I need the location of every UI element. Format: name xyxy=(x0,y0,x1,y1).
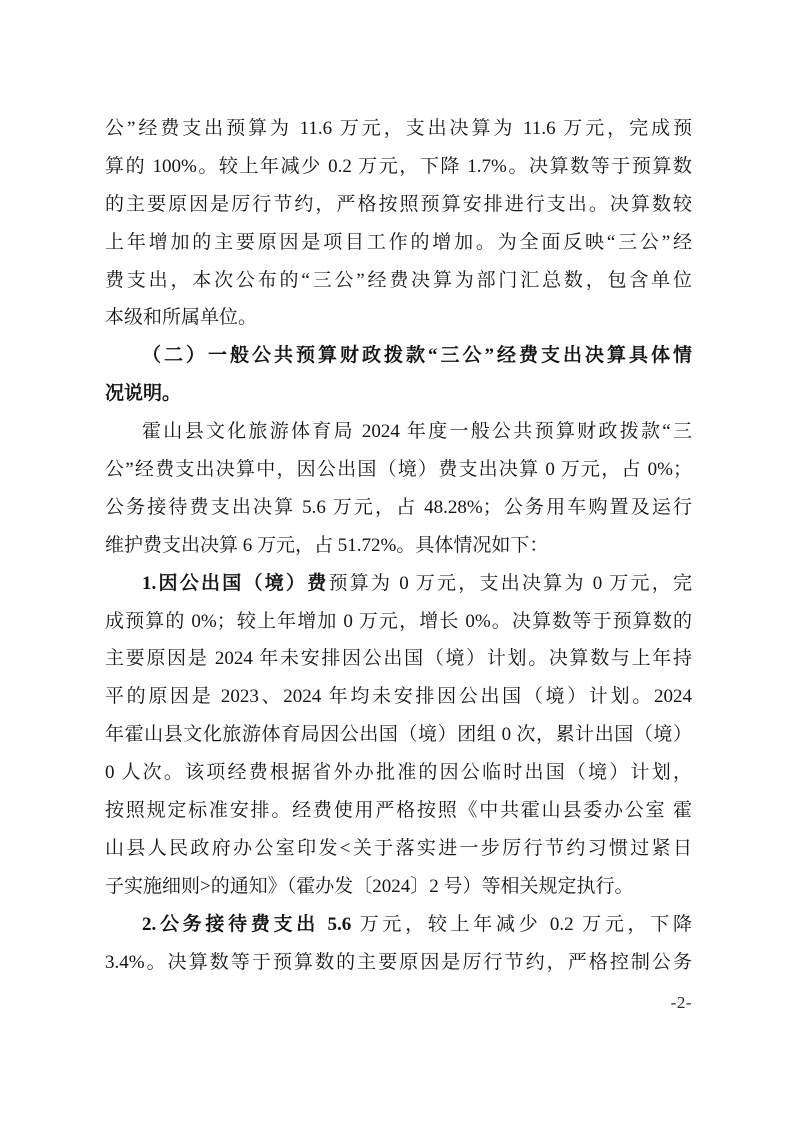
text-run: 3.4%。决算数等于预算数的主要原因是厉行节约，严格控制公务 xyxy=(105,951,692,973)
text-run: 上年增加的主要原因是项目工作的增加。为全面反映“三公”经 xyxy=(105,231,692,253)
text-run: 成预算的 0%；较上年增加 0 万元，增长 0%。决算数等于预算数的 xyxy=(105,610,692,632)
text-run: 万元，较上年减少 0.2 万元，下降 xyxy=(351,913,692,935)
text-run: 0 人次。该项经费根据省外办批准的因公临时出国（境）计划， xyxy=(105,762,692,784)
text-line xyxy=(105,792,692,830)
text-run: 年霍山县文化旅游体育局因公出国（境）团组 0 次，累计出国（境） xyxy=(105,724,692,746)
text-line xyxy=(105,906,692,944)
text-line xyxy=(105,716,692,754)
text-line xyxy=(105,527,692,565)
text-run: 公”经费支出决算中，因公出国（境）费支出决算 0 万元，占 0%； xyxy=(105,459,692,481)
text-run: 本级和所属单位。 xyxy=(105,307,258,329)
bold-text-run: 1.因公出国（境）费 xyxy=(142,572,329,594)
text-line xyxy=(105,944,692,982)
heading-line xyxy=(105,375,692,413)
text-run: 霍山县文化旅游体育局 2024 年度一般公共预算财政拨款“三 xyxy=(142,421,692,443)
text-line xyxy=(105,603,692,641)
text-run: 按照规定标准安排。经费使用严格按照《中共霍山县委办公室 霍 xyxy=(105,800,692,822)
text-line xyxy=(105,110,692,148)
text-line xyxy=(105,148,692,186)
text-run: 主要原因是 2024 年未安排因公出国（境）计划。决算数与上年持 xyxy=(105,648,692,670)
text-line xyxy=(105,451,692,489)
bold-text-run: 2.公务接待费支出 5.6 xyxy=(142,913,352,935)
text-run: 预算为 0 万元，支出决算为 0 万元，完 xyxy=(328,572,692,594)
text-line xyxy=(105,489,692,527)
text-line xyxy=(105,413,692,451)
page-number: -2- xyxy=(670,993,692,1012)
text-line xyxy=(105,868,692,906)
text-run: 的主要原因是厉行节约，严格按照预算安排进行支出。决算数较 xyxy=(105,193,692,215)
text-line xyxy=(105,830,692,868)
text-line xyxy=(105,640,692,678)
bold-text-run: （二）一般公共预算财政拨款“三公”经费支出决算具体情 xyxy=(142,345,692,367)
text-line xyxy=(105,299,692,337)
text-line xyxy=(105,262,692,300)
text-run: 平的原因是 2023、2024 年均未安排因公出国（境）计划。2024 xyxy=(105,686,692,708)
heading-line xyxy=(105,337,692,375)
text-line xyxy=(105,186,692,224)
document-body xyxy=(105,110,692,981)
text-run: 算的 100%。较上年减少 0.2 万元，下降 1.7%。决算数等于预算数 xyxy=(105,155,692,177)
text-run: 公务接待费支出决算 5.6 万元，占 48.28%；公务用车购置及运行 xyxy=(105,496,692,518)
text-run: 子实施细则>的通知》（霍办发〔2024〕2 号）等相关规定执行。 xyxy=(105,875,634,897)
text-run: 公”经费支出预算为 11.6 万元，支出决算为 11.6 万元，完成预 xyxy=(105,118,692,139)
text-run: 山县人民政府办公室印发<关于落实进一步厉行节约习惯过紧日 xyxy=(105,837,692,859)
text-line xyxy=(105,678,692,716)
text-run: 维护费支出决算 6 万元，占 51.72%。具体情况如下： xyxy=(105,534,549,556)
text-line xyxy=(105,565,692,603)
bold-text-run: 况说明。 xyxy=(105,383,182,405)
text-run: 费支出，本次公布的“三公”经费决算为部门汇总数，包含单位 xyxy=(105,269,692,291)
text-line xyxy=(105,224,692,262)
text-line xyxy=(105,754,692,792)
